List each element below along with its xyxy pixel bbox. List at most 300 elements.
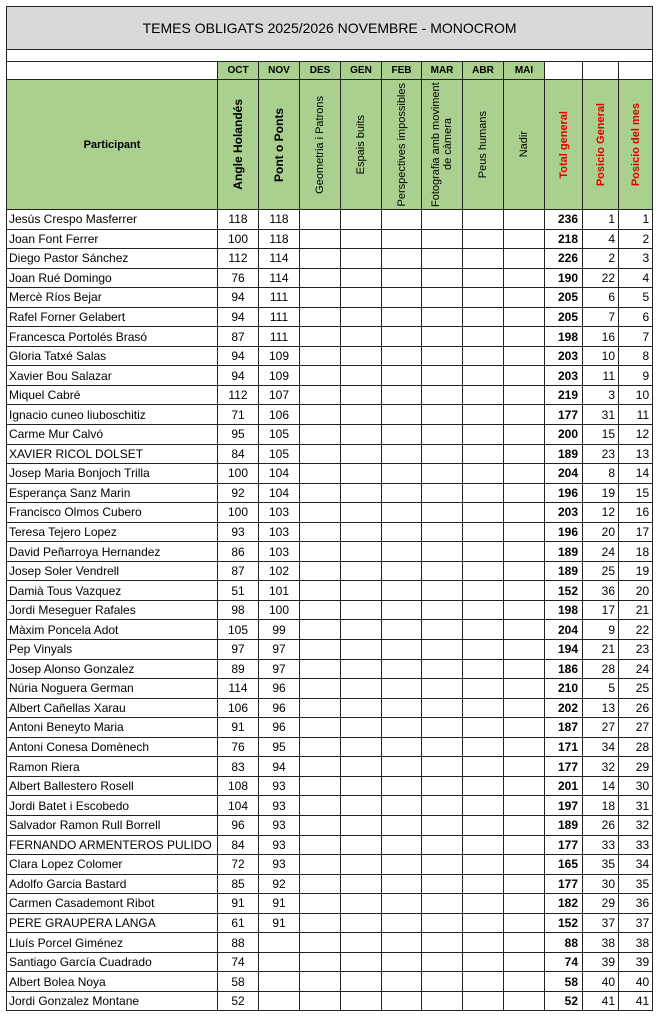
score-feb — [382, 385, 422, 405]
score-feb — [382, 620, 422, 640]
posicio-mes: 18 — [619, 542, 653, 562]
score-oct: 72 — [218, 855, 259, 875]
score-abr — [463, 835, 504, 855]
table-row — [7, 855, 653, 875]
score-nov: 100 — [259, 600, 300, 620]
posicio-general: 16 — [583, 327, 619, 347]
total-general: 210 — [545, 679, 583, 699]
score-mar — [422, 385, 463, 405]
score-nov: 96 — [259, 679, 300, 699]
total-general: 52 — [545, 991, 583, 1011]
score-mar — [422, 366, 463, 386]
table-row — [7, 894, 653, 914]
posicio-mes: 39 — [619, 952, 653, 972]
total-general: 189 — [545, 542, 583, 562]
score-mar — [422, 464, 463, 484]
table-row — [7, 522, 653, 542]
score-abr — [463, 933, 504, 953]
score-feb — [382, 933, 422, 953]
score-oct: 76 — [218, 737, 259, 757]
score-mai — [504, 659, 545, 679]
total-general: 200 — [545, 425, 583, 445]
score-des — [300, 894, 341, 914]
month-des: DES — [300, 62, 341, 80]
score-gen — [341, 249, 382, 269]
score-des — [300, 464, 341, 484]
score-gen — [341, 581, 382, 601]
total-general: 152 — [545, 581, 583, 601]
participant-name: Joan Font Ferrer — [7, 229, 218, 249]
table-row — [7, 737, 653, 757]
score-abr — [463, 503, 504, 523]
score-gen — [341, 933, 382, 953]
score-abr — [463, 855, 504, 875]
score-mai — [504, 249, 545, 269]
score-feb — [382, 600, 422, 620]
score-abr — [463, 542, 504, 562]
posicio-mes: 31 — [619, 796, 653, 816]
participant-name: Albert Ballestero Rosell — [7, 776, 218, 796]
score-nov: 93 — [259, 815, 300, 835]
score-abr — [463, 757, 504, 777]
score-abr — [463, 307, 504, 327]
sheet-title: TEMES OBLIGATS 2025/2026 NOVEMBRE - MONOCROM — [7, 7, 653, 50]
table-row — [7, 835, 653, 855]
score-oct: 100 — [218, 503, 259, 523]
score-mar — [422, 542, 463, 562]
score-feb — [382, 640, 422, 660]
posicio-general: 5 — [583, 679, 619, 699]
table-row — [7, 757, 653, 777]
score-gen — [341, 542, 382, 562]
table-row — [7, 307, 653, 327]
score-des — [300, 405, 341, 425]
posicio-general: 1 — [583, 210, 619, 230]
posicio-general: 8 — [583, 464, 619, 484]
table-row — [7, 229, 653, 249]
total-general: 171 — [545, 737, 583, 757]
score-feb — [382, 483, 422, 503]
participant-name: PERE GRAUPERA LANGA — [7, 913, 218, 933]
topic-header — [341, 80, 382, 210]
score-feb — [382, 405, 422, 425]
posicio-mes: 6 — [619, 307, 653, 327]
total-general: 165 — [545, 855, 583, 875]
score-gen — [341, 561, 382, 581]
score-des — [300, 425, 341, 445]
posicio-mes: 19 — [619, 561, 653, 581]
score-nov: 111 — [259, 327, 300, 347]
score-gen — [341, 874, 382, 894]
table-row — [7, 210, 653, 230]
score-gen — [341, 503, 382, 523]
score-mar — [422, 718, 463, 738]
posicio-general-header — [583, 80, 619, 210]
posicio-mes: 26 — [619, 698, 653, 718]
score-oct: 71 — [218, 405, 259, 425]
score-gen — [341, 698, 382, 718]
total-general: 58 — [545, 972, 583, 992]
score-des — [300, 952, 341, 972]
score-des — [300, 542, 341, 562]
score-oct: 114 — [218, 679, 259, 699]
participant-name: Jordi Gonzalez Montane — [7, 991, 218, 1011]
score-oct: 94 — [218, 307, 259, 327]
posicio-general: 11 — [583, 366, 619, 386]
score-abr — [463, 522, 504, 542]
participant-name: Joan Rué Domingo — [7, 268, 218, 288]
score-gen — [341, 288, 382, 308]
score-oct: 84 — [218, 444, 259, 464]
table-row — [7, 405, 653, 425]
score-nov: 114 — [259, 249, 300, 269]
topic-header-label: Angle Holandés — [231, 99, 245, 190]
score-feb — [382, 757, 422, 777]
score-nov: 93 — [259, 796, 300, 816]
month-gen: GEN — [341, 62, 382, 80]
topic-header-label: Nadir — [518, 131, 530, 158]
score-gen — [341, 757, 382, 777]
score-mar — [422, 425, 463, 445]
posicio-mes: 28 — [619, 737, 653, 757]
total-general: 205 — [545, 307, 583, 327]
total-general: 177 — [545, 835, 583, 855]
score-nov: 93 — [259, 855, 300, 875]
participant-name: Jesús Crespo Masferrer — [7, 210, 218, 230]
score-mar — [422, 698, 463, 718]
participant-name: Albert Bolea Noya — [7, 972, 218, 992]
score-mar — [422, 522, 463, 542]
score-oct: 112 — [218, 385, 259, 405]
table-row — [7, 620, 653, 640]
participant-header: Participant — [7, 80, 218, 210]
score-gen — [341, 659, 382, 679]
posicio-general: 34 — [583, 737, 619, 757]
score-abr — [463, 620, 504, 640]
score-abr — [463, 913, 504, 933]
score-abr — [463, 561, 504, 581]
posicio-general: 31 — [583, 405, 619, 425]
score-mai — [504, 288, 545, 308]
participant-name: Adolfo Garcia Bastard — [7, 874, 218, 894]
score-gen — [341, 385, 382, 405]
posicio-mes: 11 — [619, 405, 653, 425]
score-nov: 107 — [259, 385, 300, 405]
participant-name: Antoni Beneyto Maria — [7, 718, 218, 738]
score-oct: 87 — [218, 561, 259, 581]
table-row — [7, 268, 653, 288]
table-row — [7, 542, 653, 562]
posicio-general: 39 — [583, 952, 619, 972]
score-mar — [422, 659, 463, 679]
participant-name: Jordi Batet i Escobedo — [7, 796, 218, 816]
score-mai — [504, 894, 545, 914]
posicio-mes: 1 — [619, 210, 653, 230]
score-mar — [422, 483, 463, 503]
total-general: 198 — [545, 327, 583, 347]
score-nov — [259, 933, 300, 953]
month-mai: MAI — [504, 62, 545, 80]
score-gen — [341, 972, 382, 992]
score-feb — [382, 210, 422, 230]
score-mar — [422, 835, 463, 855]
score-gen — [341, 425, 382, 445]
total-general: 177 — [545, 874, 583, 894]
score-mai — [504, 405, 545, 425]
score-nov: 97 — [259, 659, 300, 679]
table-row — [7, 933, 653, 953]
score-feb — [382, 874, 422, 894]
score-abr — [463, 385, 504, 405]
blank-cell — [583, 62, 619, 80]
total-general: 189 — [545, 444, 583, 464]
score-oct: 96 — [218, 815, 259, 835]
participant-name: Teresa Tejero Lopez — [7, 522, 218, 542]
participant-name: Xavier Bou Salazar — [7, 366, 218, 386]
score-des — [300, 483, 341, 503]
table-row — [7, 483, 653, 503]
participant-name: Josep Maria Bonjoch Trilla — [7, 464, 218, 484]
participant-name: FERNANDO ARMENTEROS PULIDO — [7, 835, 218, 855]
score-nov: 109 — [259, 366, 300, 386]
score-mar — [422, 913, 463, 933]
score-mai — [504, 581, 545, 601]
score-abr — [463, 366, 504, 386]
score-oct: 95 — [218, 425, 259, 445]
score-gen — [341, 405, 382, 425]
score-abr — [463, 288, 504, 308]
score-mar — [422, 796, 463, 816]
posicio-general: 35 — [583, 855, 619, 875]
topic-header-label: Fotografia amb moviment de càmera — [430, 82, 454, 207]
posicio-general: 14 — [583, 776, 619, 796]
score-des — [300, 561, 341, 581]
score-oct: 89 — [218, 659, 259, 679]
table-row — [7, 991, 653, 1011]
topic-header-label: Perspectives impossibles — [395, 82, 408, 207]
score-oct: 100 — [218, 464, 259, 484]
score-gen — [341, 522, 382, 542]
score-oct: 86 — [218, 542, 259, 562]
spacer-row — [7, 50, 653, 62]
posicio-general: 25 — [583, 561, 619, 581]
total-general: 204 — [545, 620, 583, 640]
score-oct: 118 — [218, 210, 259, 230]
score-nov — [259, 972, 300, 992]
posicio-general: 38 — [583, 933, 619, 953]
score-gen — [341, 620, 382, 640]
score-feb — [382, 581, 422, 601]
score-abr — [463, 210, 504, 230]
posicio-general: 41 — [583, 991, 619, 1011]
posicio-general: 18 — [583, 796, 619, 816]
score-mai — [504, 522, 545, 542]
score-mai — [504, 327, 545, 347]
score-des — [300, 737, 341, 757]
posicio-general: 17 — [583, 600, 619, 620]
score-mar — [422, 679, 463, 699]
score-des — [300, 307, 341, 327]
score-abr — [463, 815, 504, 835]
score-mar — [422, 737, 463, 757]
total-general: 182 — [545, 894, 583, 914]
score-oct: 93 — [218, 522, 259, 542]
month-feb: FEB — [382, 62, 422, 80]
participant-name: Clara Lopez Colomer — [7, 855, 218, 875]
score-nov: 99 — [259, 620, 300, 640]
score-des — [300, 444, 341, 464]
score-nov: 91 — [259, 913, 300, 933]
table-row — [7, 464, 653, 484]
score-gen — [341, 210, 382, 230]
participant-name: Mercè Ríos Bejar — [7, 288, 218, 308]
score-gen — [341, 679, 382, 699]
score-gen — [341, 268, 382, 288]
total-general: 194 — [545, 640, 583, 660]
table-row — [7, 640, 653, 660]
participant-name: Carmen Casademont Ribot — [7, 894, 218, 914]
score-mai — [504, 385, 545, 405]
score-gen — [341, 718, 382, 738]
score-oct: 91 — [218, 894, 259, 914]
total-general: 187 — [545, 718, 583, 738]
score-mai — [504, 679, 545, 699]
topic-header-label: Peus humans — [477, 110, 489, 179]
score-feb — [382, 796, 422, 816]
score-mai — [504, 542, 545, 562]
score-nov: 118 — [259, 210, 300, 230]
score-mai — [504, 776, 545, 796]
posicio-mes: 4 — [619, 268, 653, 288]
participant-name: Josep Soler Vendrell — [7, 561, 218, 581]
score-feb — [382, 913, 422, 933]
score-gen — [341, 913, 382, 933]
score-feb — [382, 855, 422, 875]
posicio-general: 3 — [583, 385, 619, 405]
score-abr — [463, 444, 504, 464]
table-row — [7, 600, 653, 620]
score-des — [300, 679, 341, 699]
score-nov: 109 — [259, 346, 300, 366]
score-des — [300, 249, 341, 269]
posicio-general: 2 — [583, 249, 619, 269]
participant-name: Ramon Riera — [7, 757, 218, 777]
posicio-mes: 34 — [619, 855, 653, 875]
total-general: 203 — [545, 503, 583, 523]
score-nov: 104 — [259, 483, 300, 503]
table-row — [7, 346, 653, 366]
posicio-general: 9 — [583, 620, 619, 640]
score-gen — [341, 855, 382, 875]
score-mai — [504, 835, 545, 855]
score-abr — [463, 249, 504, 269]
score-mar — [422, 855, 463, 875]
score-abr — [463, 718, 504, 738]
score-mai — [504, 483, 545, 503]
score-mar — [422, 327, 463, 347]
score-mai — [504, 640, 545, 660]
score-nov: 95 — [259, 737, 300, 757]
score-oct: 94 — [218, 288, 259, 308]
participant-name: Santiago García Cuadrado — [7, 952, 218, 972]
score-abr — [463, 991, 504, 1011]
posicio-general: 36 — [583, 581, 619, 601]
score-feb — [382, 229, 422, 249]
posicio-mes: 15 — [619, 483, 653, 503]
score-mar — [422, 288, 463, 308]
participant-name: Salvador Ramon Rull Borrell — [7, 815, 218, 835]
score-gen — [341, 366, 382, 386]
blank-cell — [7, 62, 218, 80]
total-general: 202 — [545, 698, 583, 718]
score-mai — [504, 991, 545, 1011]
score-mai — [504, 737, 545, 757]
posicio-general: 23 — [583, 444, 619, 464]
score-abr — [463, 425, 504, 445]
score-mai — [504, 464, 545, 484]
posicio-general: 15 — [583, 425, 619, 445]
participant-name: XAVIER RICOL DOLSET — [7, 444, 218, 464]
score-des — [300, 385, 341, 405]
score-abr — [463, 659, 504, 679]
score-gen — [341, 952, 382, 972]
score-abr — [463, 698, 504, 718]
score-feb — [382, 737, 422, 757]
score-mai — [504, 210, 545, 230]
posicio-mes: 20 — [619, 581, 653, 601]
score-mai — [504, 796, 545, 816]
score-mar — [422, 600, 463, 620]
participant-name: Antoni Conesa Domènech — [7, 737, 218, 757]
score-oct: 106 — [218, 698, 259, 718]
score-feb — [382, 503, 422, 523]
table-row — [7, 815, 653, 835]
total-general: 218 — [545, 229, 583, 249]
total-general: 198 — [545, 600, 583, 620]
posicio-mes: 30 — [619, 776, 653, 796]
participant-name: Màxim Poncela Adot — [7, 620, 218, 640]
posicio-mes: 9 — [619, 366, 653, 386]
score-mar — [422, 307, 463, 327]
score-mar — [422, 249, 463, 269]
posicio-mes: 12 — [619, 425, 653, 445]
participant-name: Núria Noguera German — [7, 679, 218, 699]
score-mar — [422, 991, 463, 1011]
score-gen — [341, 346, 382, 366]
total-general: 197 — [545, 796, 583, 816]
posicio-mes: 8 — [619, 346, 653, 366]
score-mar — [422, 757, 463, 777]
posicio-mes: 23 — [619, 640, 653, 660]
score-des — [300, 933, 341, 953]
score-gen — [341, 229, 382, 249]
total-general: 201 — [545, 776, 583, 796]
score-oct: 51 — [218, 581, 259, 601]
posicio-mes: 25 — [619, 679, 653, 699]
score-des — [300, 913, 341, 933]
posicio-mes: 22 — [619, 620, 653, 640]
participant-name: Pep Vinyals — [7, 640, 218, 660]
participant-name: Carme Mur Calvó — [7, 425, 218, 445]
score-mai — [504, 229, 545, 249]
score-gen — [341, 464, 382, 484]
score-des — [300, 757, 341, 777]
score-nov: 101 — [259, 581, 300, 601]
score-des — [300, 776, 341, 796]
blank-cell — [545, 62, 583, 80]
score-nov: 94 — [259, 757, 300, 777]
score-nov — [259, 991, 300, 1011]
